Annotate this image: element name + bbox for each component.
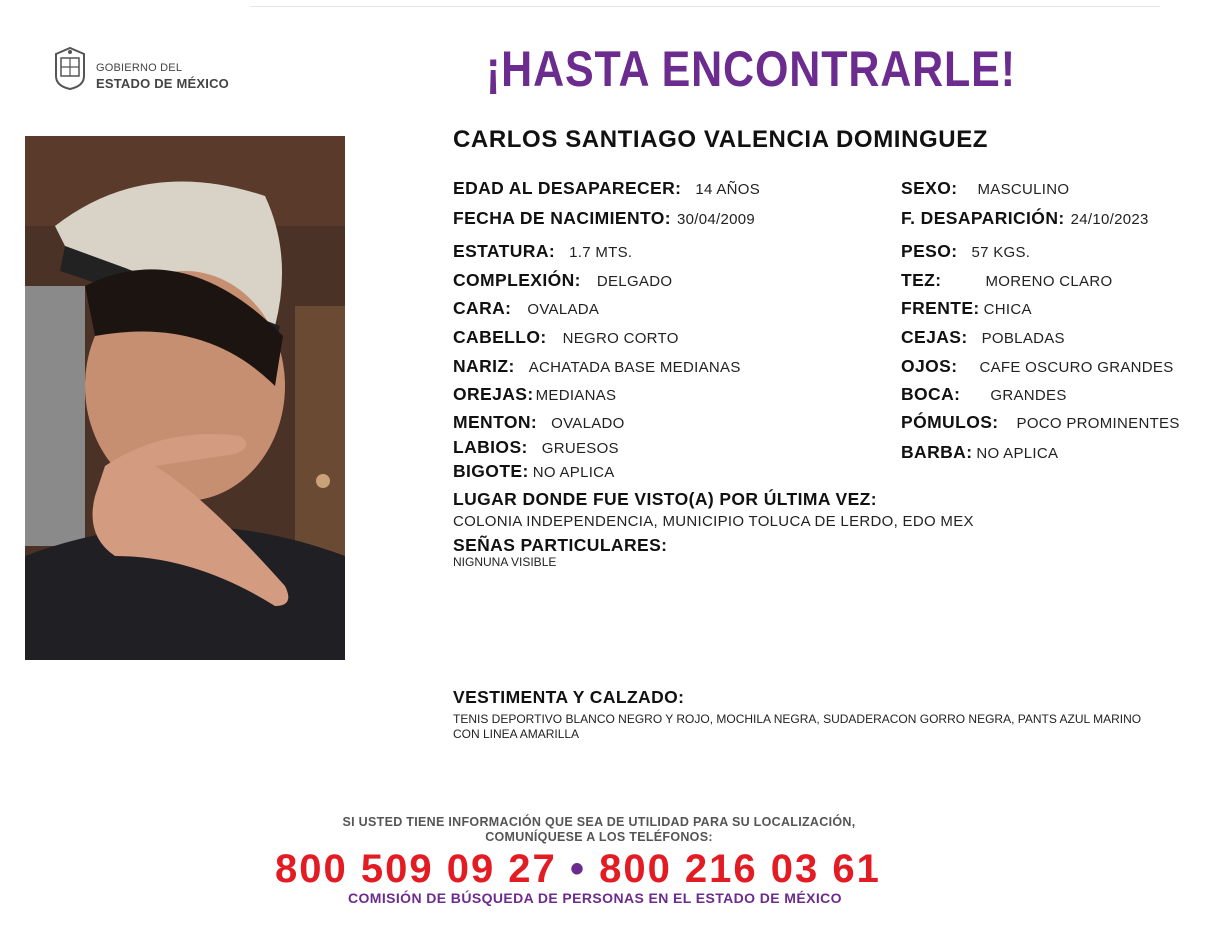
phone-numbers bbox=[275, 847, 881, 892]
attribute-row bbox=[453, 327, 679, 348]
attribute-label: ESTATURA: bbox=[453, 241, 556, 261]
attribute-label: CARA: bbox=[453, 298, 512, 318]
attribute-value: NO APLICA bbox=[532, 464, 615, 481]
attribute-value: MASCULINO bbox=[977, 181, 1070, 198]
state-seal-icon bbox=[52, 46, 88, 90]
attribute-label: BOCA: bbox=[901, 384, 961, 404]
attribute-row bbox=[453, 384, 616, 405]
attribute-label: COMPLEXIÓN: bbox=[453, 270, 581, 290]
attribute-row bbox=[453, 437, 619, 458]
attribute-label: CEJAS: bbox=[901, 327, 968, 347]
attribute-row bbox=[901, 270, 1112, 291]
clothing-value: TENIS DEPORTIVO BLANCO NEGRO Y ROJO, MOCHILA NEGRA, SUDADERACON GORRO NEGRA, PANTS AZUL MARINO CON LINEA AMARILLA bbox=[453, 712, 1142, 741]
attribute-row bbox=[901, 412, 1180, 433]
phone-2: 800 216 03 61 bbox=[599, 847, 881, 891]
person-name: CARLOS SANTIAGO VALENCIA DOMINGUEZ bbox=[453, 126, 989, 153]
attribute-row bbox=[453, 298, 599, 319]
phone-1: 800 509 09 27 bbox=[275, 847, 557, 891]
attribute-value: 24/10/2023 bbox=[1070, 211, 1149, 228]
attribute-label: SEXO: bbox=[901, 178, 958, 198]
attribute-label: OREJAS: bbox=[453, 384, 534, 404]
logo-line-2: ESTADO DE MÉXICO bbox=[96, 76, 229, 91]
attribute-label: FECHA DE NACIMIENTO: bbox=[453, 208, 671, 228]
top-rule bbox=[250, 6, 1160, 7]
attribute-label: PESO: bbox=[901, 241, 958, 261]
person-photo bbox=[25, 136, 345, 660]
attribute-value: 14 AÑOS bbox=[695, 181, 761, 198]
attribute-value: POBLADAS bbox=[981, 330, 1065, 347]
attribute-value: POCO PROMINENTES bbox=[1016, 415, 1180, 432]
attribute-label: TEZ: bbox=[901, 270, 942, 290]
attribute-value: OVALADA bbox=[527, 301, 600, 318]
attribute-value: NEGRO CORTO bbox=[562, 330, 679, 347]
attribute-label: F. DESAPARICIÓN: bbox=[901, 208, 1065, 228]
logo-line-1: GOBIERNO DEL bbox=[96, 62, 183, 74]
attribute-row bbox=[901, 298, 1032, 319]
photo-illustration bbox=[25, 136, 345, 660]
marks-title: SEÑAS PARTICULARES: bbox=[453, 535, 668, 555]
attribute-value: 1.7 MTS. bbox=[569, 244, 633, 261]
marks-value: NIGNUNA VISIBLE bbox=[453, 555, 557, 569]
attribute-row bbox=[901, 178, 1069, 199]
clothing-title: VESTIMENTA Y CALZADO: bbox=[453, 687, 685, 707]
attribute-row bbox=[453, 356, 741, 377]
attribute-label: MENTON: bbox=[453, 412, 538, 432]
attribute-row bbox=[453, 208, 755, 229]
attribute-row bbox=[453, 270, 672, 291]
last-seen-value: COLONIA INDEPENDENCIA, MUNICIPIO TOLUCA DE LERDO, EDO MEX bbox=[453, 513, 974, 530]
attribute-value: OVALADO bbox=[551, 415, 625, 432]
attribute-value: 30/04/2009 bbox=[677, 211, 756, 228]
attribute-label: LABIOS: bbox=[453, 437, 528, 457]
attribute-row bbox=[901, 356, 1174, 377]
attribute-label: FRENTE: bbox=[901, 298, 980, 318]
attribute-row bbox=[901, 241, 1030, 262]
attribute-row bbox=[453, 412, 625, 433]
attribute-row bbox=[901, 327, 1065, 348]
attribute-value: GRUESOS bbox=[541, 440, 619, 457]
attribute-label: NARIZ: bbox=[453, 356, 515, 376]
headline: ¡HASTA ENCONTRARLE! bbox=[486, 41, 1016, 97]
attribute-label: BARBA: bbox=[901, 442, 973, 462]
last-seen-title: LUGAR DONDE FUE VISTO(A) POR ÚLTIMA VEZ: bbox=[453, 489, 878, 509]
attribute-row bbox=[453, 178, 760, 199]
attribute-row bbox=[901, 442, 1058, 463]
government-logo bbox=[52, 46, 242, 96]
attribute-value: MEDIANAS bbox=[535, 387, 617, 404]
attribute-value: ACHATADA BASE MEDIANAS bbox=[528, 359, 741, 376]
attribute-value: NO APLICA bbox=[976, 445, 1059, 462]
attribute-value: MORENO CLARO bbox=[985, 273, 1113, 290]
phone-separator: • bbox=[569, 847, 586, 891]
info-line-2: COMUNÍQUESE A LOS TELÉFONOS: bbox=[485, 830, 713, 844]
attribute-label: BIGOTE: bbox=[453, 461, 529, 481]
attribute-value: GRANDES bbox=[990, 387, 1067, 404]
attribute-row bbox=[453, 241, 632, 262]
info-line-1: SI USTED TIENE INFORMACIÓN QUE SEA DE UTILIDAD PARA SU LOCALIZACIÓN, bbox=[342, 815, 856, 829]
attribute-row bbox=[453, 461, 615, 482]
attribute-label: CABELLO: bbox=[453, 327, 547, 347]
attribute-row bbox=[901, 384, 1067, 405]
agency-name: COMISIÓN DE BÚSQUEDA DE PERSONAS EN EL ESTADO DE MÉXICO bbox=[348, 890, 842, 906]
attribute-row bbox=[901, 208, 1149, 229]
attribute-value: DELGADO bbox=[596, 273, 673, 290]
attribute-label: EDAD AL DESAPARECER: bbox=[453, 178, 682, 198]
attribute-value: CHICA bbox=[983, 301, 1032, 318]
attribute-label: OJOS: bbox=[901, 356, 958, 376]
attribute-label: PÓMULOS: bbox=[901, 412, 999, 432]
attribute-value: 57 KGS. bbox=[971, 244, 1031, 261]
attribute-value: CAFE OSCURO GRANDES bbox=[979, 359, 1174, 376]
